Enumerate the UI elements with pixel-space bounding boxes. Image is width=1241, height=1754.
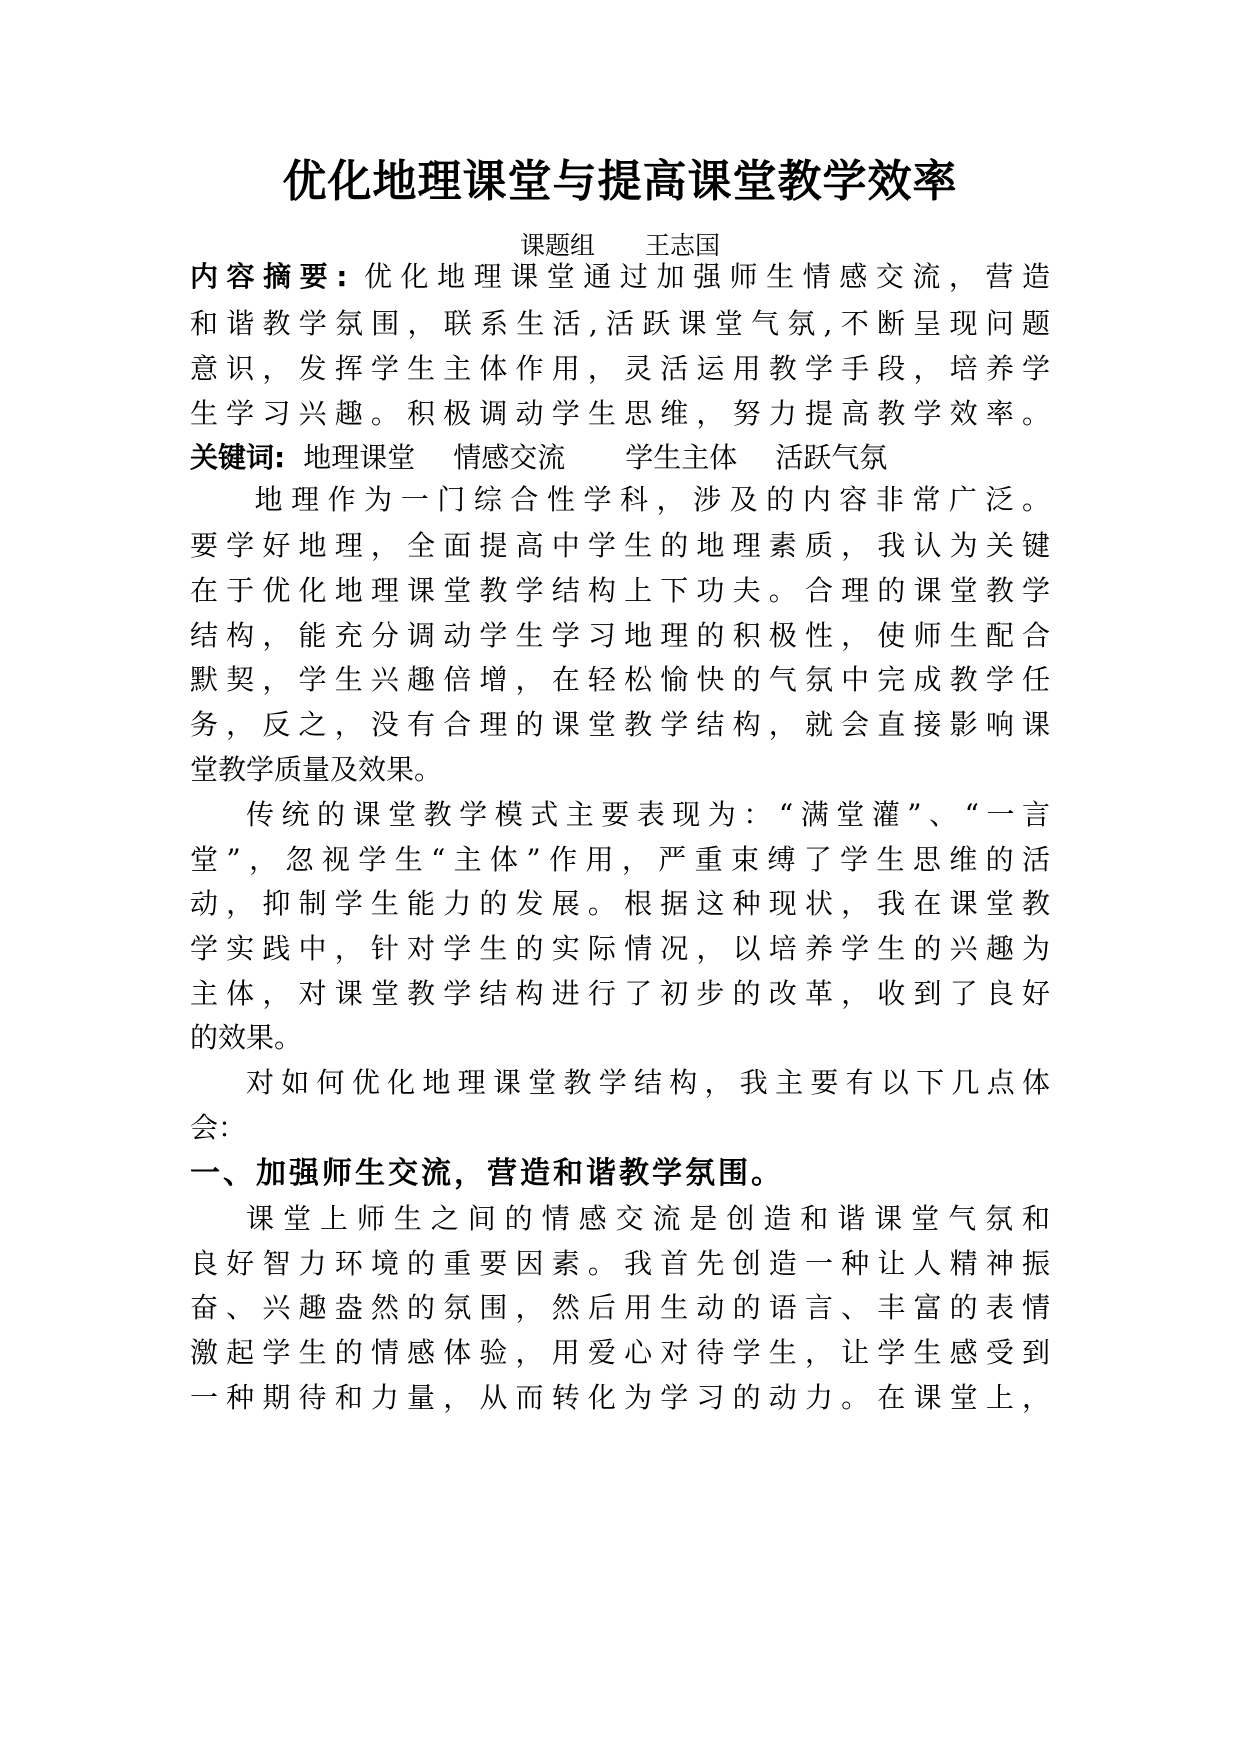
abstract-line: 意识，发挥学生主体作用，灵活运用教学手段，培养学 — [190, 352, 1050, 385]
paragraph-line: 课堂上师生之间的情感交流是创造和谐课堂气氛和 — [246, 1202, 1050, 1235]
keyword: 活跃气氛 — [775, 441, 888, 474]
abstract-line — [190, 251, 1050, 302]
keyword: 学生主体 — [625, 441, 738, 474]
paragraph-line: 要学好地理，全面提高中学生的地理素质，我认为关键 — [190, 529, 1050, 562]
paragraph-line: 一种期待和力量，从而转化为学习的动力。在课堂上， — [190, 1381, 1050, 1414]
paragraph-line: 地理作为一门综合性学科，涉及的内容非常广泛。 — [218, 483, 1050, 516]
paragraph-line: 激起学生的情感体验，用爱心对待学生，让学生感受到 — [190, 1336, 1050, 1369]
paragraph-line: 会： — [190, 1111, 247, 1144]
paragraph-line: 堂”，忽视学生“主体”作用，严重束缚了学生思维的活 — [190, 843, 1050, 876]
abstract-text: 优化地理课堂通过加强师生情感交流，营造 — [355, 260, 1050, 293]
paragraph-line: 默契，学生兴趣倍增，在轻松愉快的气氛中完成教学任 — [190, 663, 1050, 696]
section-heading: 一、加强师生交流，营造和谐教学氛围。 — [190, 1156, 784, 1191]
paragraph-line: 结构，能充分调动学生学习地理的积极性，使师生配合 — [190, 619, 1050, 652]
paragraph-line: 主体，对课堂教学结构进行了初步的改革，收到了良好 — [190, 977, 1050, 1010]
paragraph-line: 传统的课堂教学模式主要表现为：“满堂灌”、“一言 — [246, 798, 1050, 831]
paragraph-line: 的效果。 — [190, 1021, 303, 1054]
abstract-line: 和谐教学氛围，联系生活,活跃课堂气氛,不断呈现问题 — [190, 307, 1050, 340]
keyword: 地理课堂 — [303, 441, 416, 474]
document-byline: 课题组 王志国 — [519, 231, 720, 260]
paragraph-line: 良好智力环境的重要因素。我首先创造一种让人精神振 — [190, 1247, 1050, 1280]
document-title: 优化地理课堂与提高课堂教学效率 — [282, 156, 958, 207]
paragraph-line: 对如何优化地理课堂教学结构，我主要有以下几点体 — [246, 1066, 1050, 1099]
paragraph-line: 务，反之，没有合理的课堂教学结构，就会直接影响课 — [190, 708, 1050, 741]
paragraph-line: 学实践中，针对学生的实际情况，以培养学生的兴趣为 — [190, 932, 1050, 965]
paragraph-line: 奋、兴趣盎然的氛围，然后用生动的语言、丰富的表情 — [190, 1291, 1050, 1324]
paragraph-line: 在于优化地理课堂教学结构上下功夫。合理的课堂教学 — [190, 574, 1050, 607]
paragraph-line: 动，抑制学生能力的发展。根据这种现状，我在课堂教 — [190, 887, 1050, 920]
abstract-label: 内容摘要: — [190, 260, 348, 293]
keyword: 情感交流 — [453, 441, 566, 474]
keywords-label: 关键词: — [190, 441, 286, 474]
abstract-line: 生学习兴趣。积极调动学生思维，努力提高教学效率。 — [190, 397, 1050, 430]
document-page — [190, 0, 1050, 1754]
paragraph-line: 堂教学质量及效果。 — [190, 753, 443, 786]
